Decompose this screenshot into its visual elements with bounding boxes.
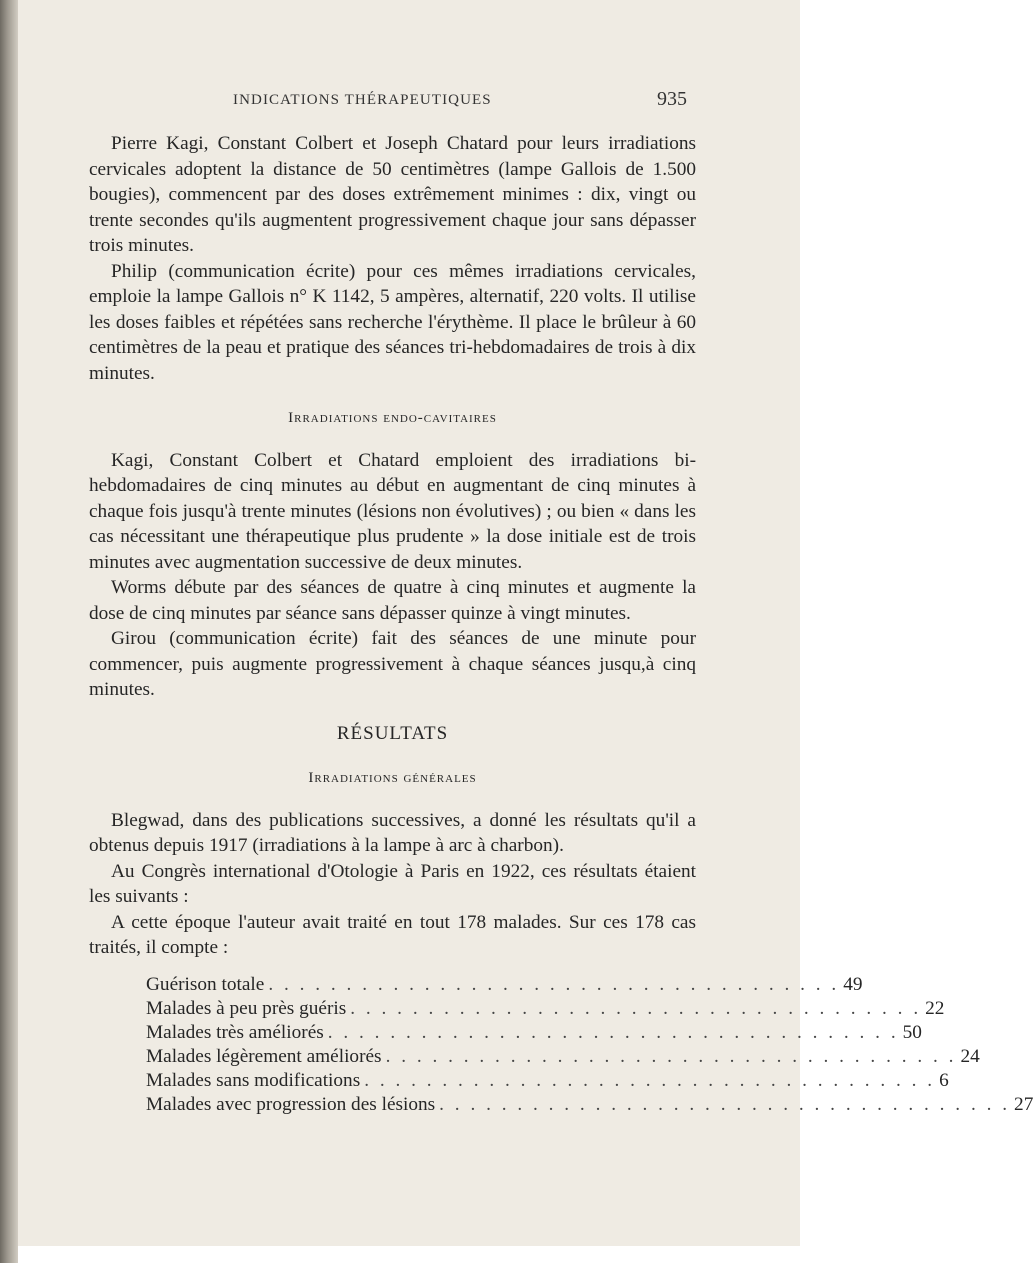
book-spine-shadow [0,0,18,1263]
paragraph-girou: Girou (communication écrite) fait des séances de une minute pour commencer, puis augmente progressivement à chaque séances jusqu,à cinq minutes. [89,628,696,700]
dot-leader: . . . . . . . . . . . . . . . . . . . . . . . . . . . . . . . . . . . . . [327,1021,899,1043]
results-label: Malades avec progression des lésions [146,1093,436,1115]
results-row [146,997,945,1021]
paragraph-congres: Au Congrès international d'Otologie à Paris en 1922, ces résultats étaient les suivants : [89,860,696,907]
running-head: INDICATIONS THÉRAPEUTIQUES [233,92,492,108]
paragraph-blegwad: Blegwad, dans des publications successives, a donné les résultats qu'il a obtenus depuis 1917 (irradiations à la lampe à arc à charbon). [89,809,696,856]
results-value: 6 [939,1069,949,1091]
paragraph-kagi-cervical: Pierre Kagi, Constant Colbert et Joseph Chatard pour leurs irradiations cervicales adoptent la distance de 50 centimètres (lampe Gallois de 1.500 bougies), commencent par des doses extrêmement minimes : dix, vingt ou trente secondes qu'ils augmentent progressivement chaque jour sans dépasser trois minutes. [89,133,696,256]
subheading-irradiations-generales: Irradiations générales [308,770,477,786]
page-bottom-edge [18,1246,800,1263]
results-value: 50 [902,1021,922,1043]
subheading-endo-cavitaires: Irradiations endo-cavitaires [288,410,497,426]
results-row [146,1093,1033,1117]
results-label: Malades à peu près guéris [146,997,347,1019]
page-body [89,131,1033,1117]
results-value: 24 [960,1045,980,1067]
paragraph-worms: Worms débute par des séances de quatre à cinq minutes et augmente la dose de cinq minutes par séance sans dépasser quinze à vingt minutes. [89,577,696,624]
results-row [146,973,863,997]
paragraph-philip: Philip (communication écrite) pour ces mêmes irradiations cervicales, emploie la lampe Gallois n° K 1142, 5 ampères, alternatif, 220 volts. Il utilise les doses faibles et répétées sans recherche l'érythème. Il place le brûleur à 60 centimètres de la peau et pratique des séances tri-hebdomadaires de trois à dix minutes. [89,260,696,384]
page-header [0,88,800,114]
paragraph-epoque: A cette époque l'auteur avait traité en tout 178 malades. Sur ces 178 cas traités, il compte : [89,911,696,958]
page-number: 935 [657,88,687,110]
results-row [146,1069,949,1093]
results-label: Malades très améliorés [146,1021,324,1043]
dot-leader: . . . . . . . . . . . . . . . . . . . . . . . . . . . . . . . . . . . . . [385,1045,957,1067]
results-label: Guérison totale [146,973,265,995]
results-list [146,973,1033,1117]
results-value: 27 [1014,1093,1033,1115]
results-label: Malades sans modifications [146,1069,361,1091]
dot-leader: . . . . . . . . . . . . . . . . . . . . . . . . . . . . . . . . . . . . . [364,1069,936,1091]
results-label: Malades légèrement améliorés [146,1045,382,1067]
results-value: 22 [925,997,945,1019]
dot-leader: . . . . . . . . . . . . . . . . . . . . . . . . . . . . . . . . . . . . . [350,997,922,1019]
results-row [146,1045,980,1069]
dot-leader: . . . . . . . . . . . . . . . . . . . . . . . . . . . . . . . . . . . . . [439,1093,1011,1115]
section-title-resultats: RÉSULTATS [336,722,449,744]
dot-leader: . . . . . . . . . . . . . . . . . . . . . . . . . . . . . . . . . . . . . [268,973,840,995]
results-value: 49 [843,973,863,995]
results-row [146,1021,922,1045]
paragraph-kagi-endo: Kagi, Constant Colbert et Chatard emploient des irradiations bi-hebdomadaires de cinq minutes au début en augmentant de cinq minutes à chaque fois jusqu'à trente minutes (lésions non évolutives) ; ou bien « dans les cas nécessitant une thérapeutique plus prudente » la dose initiale est de trois minutes avec augmentation successive de deux minutes. [89,449,696,573]
